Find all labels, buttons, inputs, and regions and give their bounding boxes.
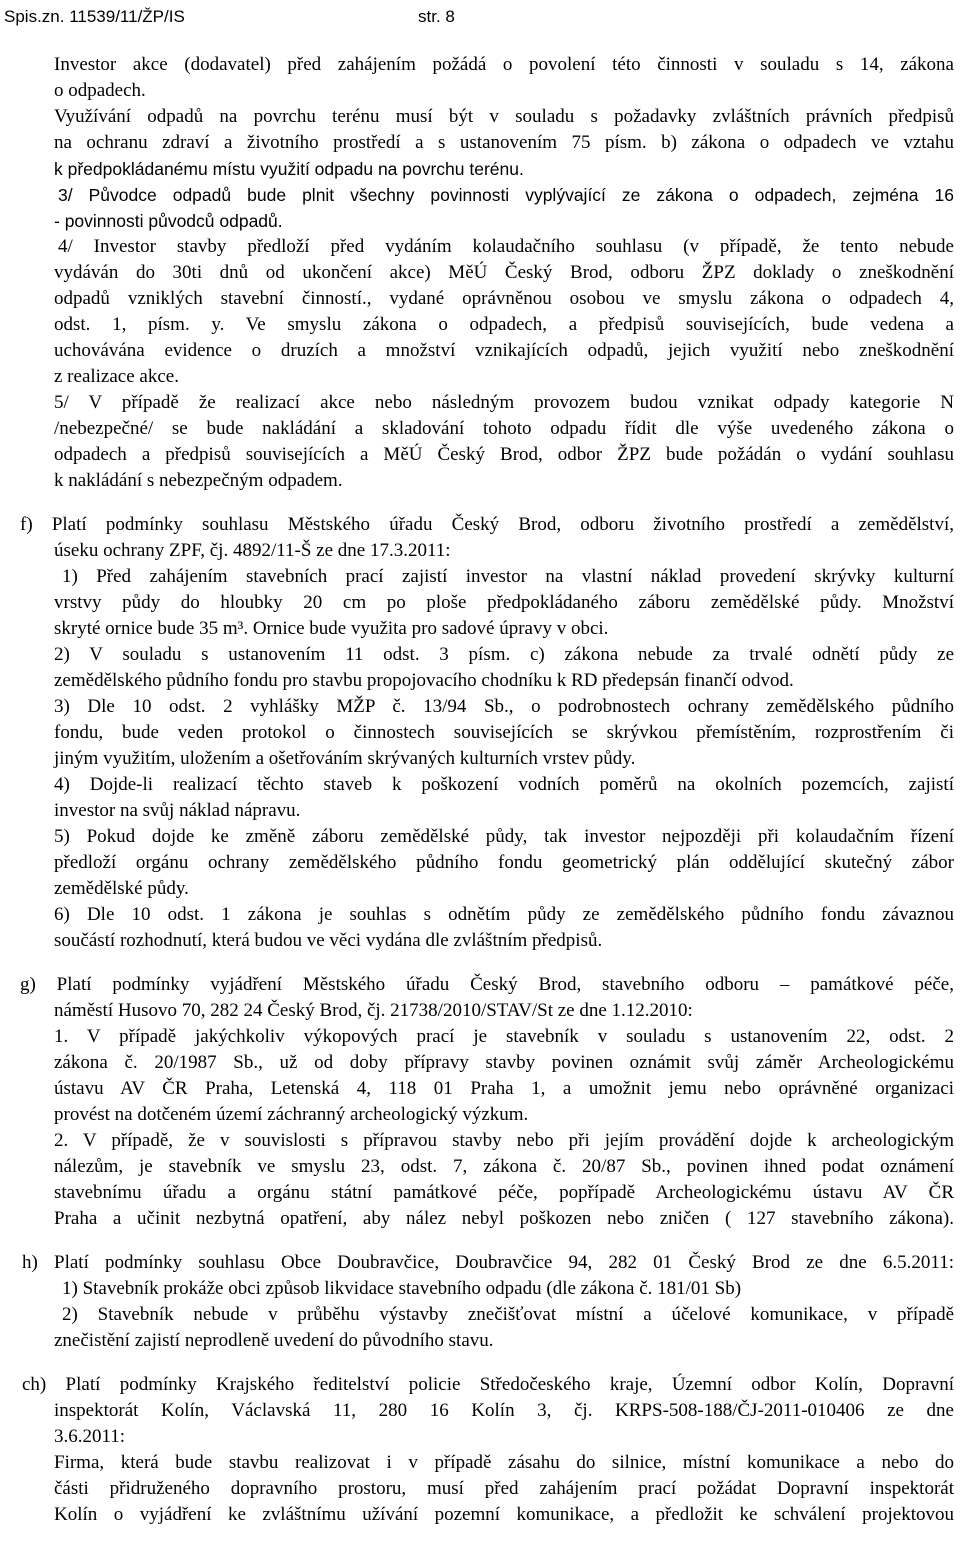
text-line: ch) Platí podmínky Krajského ředitelství policie Středočeského kraje, Územní odbor Kolín, Dopravní <box>22 1374 954 1395</box>
text-line: - povinnosti původců odpadů. <box>54 211 283 231</box>
text-line: o odpadech. <box>54 80 146 101</box>
text-line: 3) Dle 10 odst. 2 vyhlášky MŽP č. 13/94 Sb., o podrobnostech ochrany zemědělského půdního <box>54 696 954 717</box>
text-line: zákona č. 20/1987 Sb., už od doby přípravy stavby povinen oznámit svůj záměr Archeologickému <box>54 1052 954 1073</box>
section-waste-permit <box>0 52 960 494</box>
text-line: 1. V případě jakýchkoliv výkopových prací je stavebník v souladu s ustanovením 22, odst. 2 <box>54 1026 954 1047</box>
text-line: 3/ Původce odpadů bude plnit všechny povinnosti vyplývající ze zákona o odpadech, zejména 16 <box>58 185 954 205</box>
text-line: 1) Před zahájením stavebních prací zajistí investor na vlastní náklad provedení skrývky kulturní <box>62 566 954 587</box>
text-line: zemědělské půdy. <box>54 878 189 899</box>
text-line: odpadech a předpisů souvisejících a MěÚ Český Brod, odbor ŽPZ bude požádán o vydání souhlasu <box>54 444 954 465</box>
text-line: z realizace akce. <box>54 366 179 387</box>
text-line: odpadů vzniklých stavební činností., vydané oprávněnou osobou ve smyslu zákona o odpadech 4, <box>54 288 954 309</box>
text-line: Využívání odpadů na povrchu terénu musí být v souladu s požadavky zvláštních právních předpisů <box>54 106 954 127</box>
text-line: jiným využitím, uložením a ošetřováním skrývaných kulturních vrstev půdy. <box>54 748 636 769</box>
text-line: 4) Dojde-li realizací těchto staveb k poškození vodních poměrů na okolních pozemcích, zajistí <box>54 774 954 795</box>
text-line: 2) Stavebník nebude v průběhu výstavby znečišťovat místní a účelové komunikace, v případě <box>62 1304 954 1325</box>
text-line: odst. 1, písm. y. Ve smyslu zákona o odpadech, a předpisů souvisejících, bude vedena a <box>54 314 954 335</box>
text-line: 1) Stavebník prokáže obci způsob likvidace stavebního odpadu (dle zákona č. 181/01 Sb) <box>62 1278 742 1299</box>
text-line: g) Platí podmínky vyjádření Městského úřadu Český Brod, stavebního odboru – památkové péče, <box>20 974 954 995</box>
text-line: f) Platí podmínky souhlasu Městského úřadu Český Brod, odboru životního prostředí a zemědělství, <box>20 514 954 535</box>
text-line: na ochranu zdraví a životního prostředí a s ustanovením 75 písm. b) zákona o odpadech ve vztahu <box>54 132 954 153</box>
text-line: investor na svůj náklad nápravu. <box>54 800 301 821</box>
page-number: str. 8 <box>418 7 455 26</box>
text-line: vydáván do 30ti dnů od ukončení akce) MěÚ Český Brod, odboru ŽPZ doklady o zneškodnění <box>54 262 954 283</box>
section-spacer <box>0 494 960 512</box>
text-line: Praha a učinit nezbytná opatření, aby nález nebyl poškozen nebo zničen ( 127 stavebního zákona). <box>54 1208 954 1229</box>
text-line: části přidruženého dopravního prostoru, musí před zahájením prací požádat Dopravní inspektorát <box>54 1478 954 1499</box>
text-line: 5) Pokud dojde ke změně záboru zemědělské půdy, tak investor nejpozději při kolaudačním řízení <box>54 826 954 847</box>
section-section-g <box>0 972 960 1232</box>
text-line: uchovávána evidence o druzích a množství vznikajících odpadů, jejich využití nebo zneškodnění <box>54 340 954 361</box>
text-line: Kolín o vyjádření ke zvláštnímu užívání pozemní komunikace, a předložit ke schválení projektovou <box>54 1504 954 1525</box>
text-line: provést na dotčeném území záchranný archeologický výzkum. <box>54 1104 529 1125</box>
text-line: úseku ochrany ZPF, čj. 4892/11-Š ze dne 17.3.2011: <box>54 540 451 561</box>
text-line: nálezům, je stavebník ve smyslu 23, odst. 7, zákona č. 20/87 Sb., povinen ihned podat oznámení <box>54 1156 954 1177</box>
section-spacer <box>0 954 960 972</box>
text-line: 2. V případě, že v souvislosti s přípravou stavby nebo při jejím provádění dojde k archeologickým <box>54 1130 954 1151</box>
text-line: fondu, bude veden protokol o činnostech souvisejících se skrývkou přemístěním, rozprostřením či <box>54 722 954 743</box>
document-reference: Spis.zn. 11539/11/ŽP/IS <box>4 7 185 26</box>
text-line: předloží orgánu ochrany zemědělského půdního fondu geometrický plán oddělující skutečný zábor <box>54 852 954 873</box>
text-line: vrstvy půdy do hloubky 20 cm po ploše předpokládaného záboru zemědělské půdy. Množství <box>54 592 954 613</box>
text-line: ústavu AV ČR Praha, Letenská 4, 118 01 Praha 1, a umožnit jemu nebo oprávněné organizaci <box>54 1078 954 1099</box>
section-spacer <box>0 1354 960 1372</box>
text-line: 3.6.2011: <box>54 1426 126 1447</box>
document-body <box>0 52 960 1528</box>
text-line: 4/ Investor stavby předloží před vydáním kolaudačního souhlasu (v případě, že tento nebude <box>58 236 954 257</box>
section-spacer <box>0 1232 960 1250</box>
section-section-h <box>0 1250 960 1354</box>
text-line: k předpokládanému místu využití odpadu na povrchu terénu. <box>54 159 524 179</box>
text-line: stavebnímu úřadu a orgánu státní památkové péče, popřípadě Archeologickému ústavu AV ČR <box>54 1182 954 1203</box>
text-line: Firma, která bude stavbu realizovat i v případě zásahu do silnice, místní komunikace a nebo do <box>54 1452 954 1473</box>
text-line: skryté ornice bude 35 m³. Ornice bude využita pro sadové úpravy v obci. <box>54 618 609 639</box>
section-section-ch <box>0 1372 960 1528</box>
text-line: zemědělského půdního fondu pro stavbu propojovacího chodníku k RD předepsán finančí odvod. <box>54 670 794 691</box>
text-line: 6) Dle 10 odst. 1 zákona je souhlas s odnětím půdy ze zemědělského půdního fondu závaznou <box>54 904 954 925</box>
section-section-f <box>0 512 960 954</box>
text-line: součástí rozhodnutí, která budou ve věci vydána dle zvláštním předpisů. <box>54 930 603 951</box>
text-line: k nakládání s nebezpečným odpadem. <box>54 470 343 491</box>
text-line: náměstí Husovo 70, 282 24 Český Brod, čj. 21738/2010/STAV/St ze dne 1.12.2010: <box>54 1000 693 1021</box>
text-line: 2) V souladu s ustanovením 11 odst. 3 písm. c) zákona nebude za trvalé odnětí půdy ze <box>54 644 954 665</box>
text-line: 5/ V případě že realizací akce nebo následným provozem budou vznikat odpady kategorie N <box>54 392 954 413</box>
text-line: Investor akce (dodavatel) před zahájením požádá o povolení této činnosti v souladu s 14, zákona <box>54 54 954 75</box>
text-line: h) Platí podmínky souhlasu Obce Doubravčice, Doubravčice 94, 282 01 Český Brod ze dne 6.5.2011: <box>22 1252 954 1273</box>
text-line: znečistění zajistí neprodleně uvedení do původního stavu. <box>54 1330 494 1351</box>
text-line: inspektorát Kolín, Václavská 11, 280 16 Kolín 3, čj. KRPS-508-188/ČJ-2011-010406 ze dne <box>54 1400 954 1421</box>
text-line: /nebezpečné/ se bude nakládání a skladování tohoto odpadu řídit dle výše uvedeného zákona o <box>54 418 954 439</box>
